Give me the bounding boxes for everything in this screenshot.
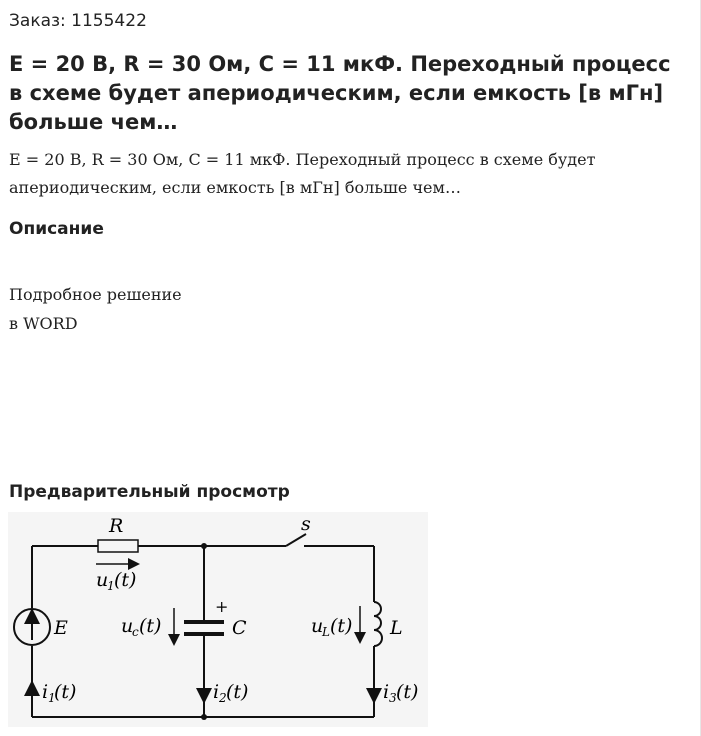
junction-dot	[201, 543, 207, 549]
uc-label: u	[121, 615, 134, 637]
uL-sub: L	[322, 625, 330, 639]
u1-sub: 1	[107, 579, 115, 593]
u1-label: u	[96, 569, 109, 591]
u1-time: (t)	[114, 569, 137, 591]
i3-time: (t)	[396, 681, 419, 703]
description-body	[9, 280, 182, 338]
inductor-coil	[374, 602, 382, 646]
problem-title: E = 20 В, R = 30 Ом, C = 11 мкФ. Переходный процесс в схеме будет апериодическим, если емкость [в мГн] больше чем…	[9, 52, 671, 134]
description-line: в WORD	[9, 314, 78, 333]
circuit-diagram	[8, 512, 428, 727]
source-label: E	[54, 617, 68, 639]
uc-sub: c	[132, 625, 139, 639]
uc-time: (t)	[139, 615, 162, 637]
i1-label: i	[42, 681, 49, 703]
resistor-symbol	[98, 540, 138, 552]
i1-sub: 1	[48, 691, 56, 705]
capacitor-label: C	[232, 617, 247, 639]
inductor-label: L	[390, 617, 403, 639]
description-heading: Описание	[9, 219, 104, 239]
i1-time: (t)	[54, 681, 77, 703]
i3-sub: 3	[389, 691, 397, 705]
i2-time: (t)	[226, 681, 249, 703]
i2-label: i	[213, 681, 220, 703]
uL-time: (t)	[330, 615, 353, 637]
preview-heading: Предварительный просмотр	[9, 482, 290, 502]
uL-label: u	[311, 615, 324, 637]
order-number: Заказ: 1155422	[9, 11, 147, 31]
description-line: Подробное решение	[9, 285, 182, 304]
capacitor-plus: +	[215, 597, 229, 616]
switch-label: s	[301, 513, 311, 535]
junction-dot	[201, 714, 207, 720]
i3-label: i	[383, 681, 390, 703]
problem-summary: E = 20 В, R = 30 Ом, C = 11 мкФ. Переходный процесс в схеме будет апериодическим, если емкость [в мГн] больше чем…	[9, 150, 596, 197]
switch-blade	[286, 534, 306, 546]
resistor-label: R	[109, 515, 124, 537]
i2-sub: 2	[219, 691, 227, 705]
circuit-preview-image	[8, 512, 428, 727]
